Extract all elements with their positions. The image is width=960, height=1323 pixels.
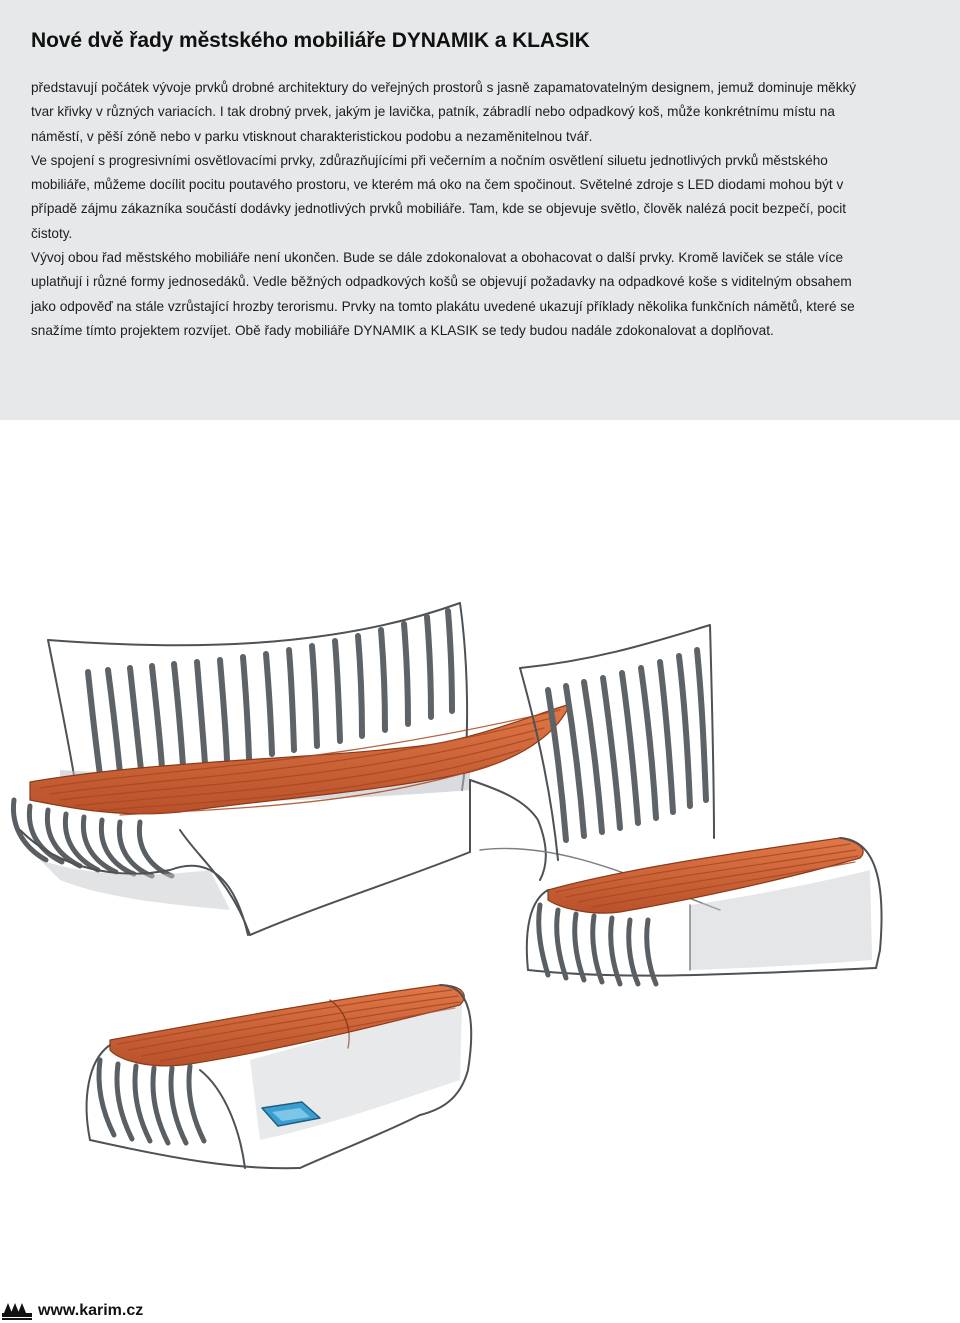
website-link[interactable]: www.karim.cz <box>38 1302 144 1319</box>
paragraph-2: Ve spojení s progresivními osvětlovacími prvky, zdůrazňujícími při večerním a nočním osvětlení siluetu jednotlivých prvků městského mobiliáře, můžeme docílit pocitu poutavého prostoru, ve kterém má oko na čem spočinout. Světelné zdroje s LED diodami mohou být v případě zájmu zákazníka součástí dodávky jednotlivých prvků mobiliáře. Tam, kde se objevuje světlo, člověk nalézá pocit bezpečí, pocit čistoty. <box>31 152 847 241</box>
stool-sketch <box>87 985 472 1168</box>
paragraph-1: představují počátek vývoje prvků drobné architektury do veřejných prostorů s jasně zapamatovatelným designem, jemuž dominuje měkký tvar křivky v různých variacích. I tak drobný prvek, jakým je lavička, patník, zábradlí nebo odpadkový koš, může konkrétnímu místu na náměstí, v pěší zóně nebo v parku vtisknout charakteristickou podobu a nezaměnitelnou tvář. <box>31 80 857 144</box>
intro-panel <box>0 0 960 420</box>
footer <box>0 1296 300 1323</box>
furniture-sketch <box>0 595 960 1185</box>
paragraph-3: Vývoj obou řad městského mobiliáře není ukončen. Bude se dále zdokonalovat a obohacovat o další prvky. Kromě laviček se stále více uplatňují i různé formy jednosedáků. Vedle běžných odpadkových košů se objevují požadavky na odpadkové koše s viditelným obsahem jako odpověď na stále vzrůstající hrozby terorismu. Prvky na tomto plakátu uvedené ukazují příklady několika funkčních námětů, které se snažíme tímto projektem rozvíjet. Obě řady mobiliáře DYNAMIK a KLASIK se tedy budou nadále zdokonalovat a doplňovat. <box>31 250 855 338</box>
intro-text <box>31 76 861 343</box>
chair-sketch <box>520 625 882 984</box>
page-title: Nové dvě řady městského mobiliáře DYNAMIK a KLASIK <box>31 29 590 52</box>
karim-logo-icon <box>2 1301 32 1321</box>
